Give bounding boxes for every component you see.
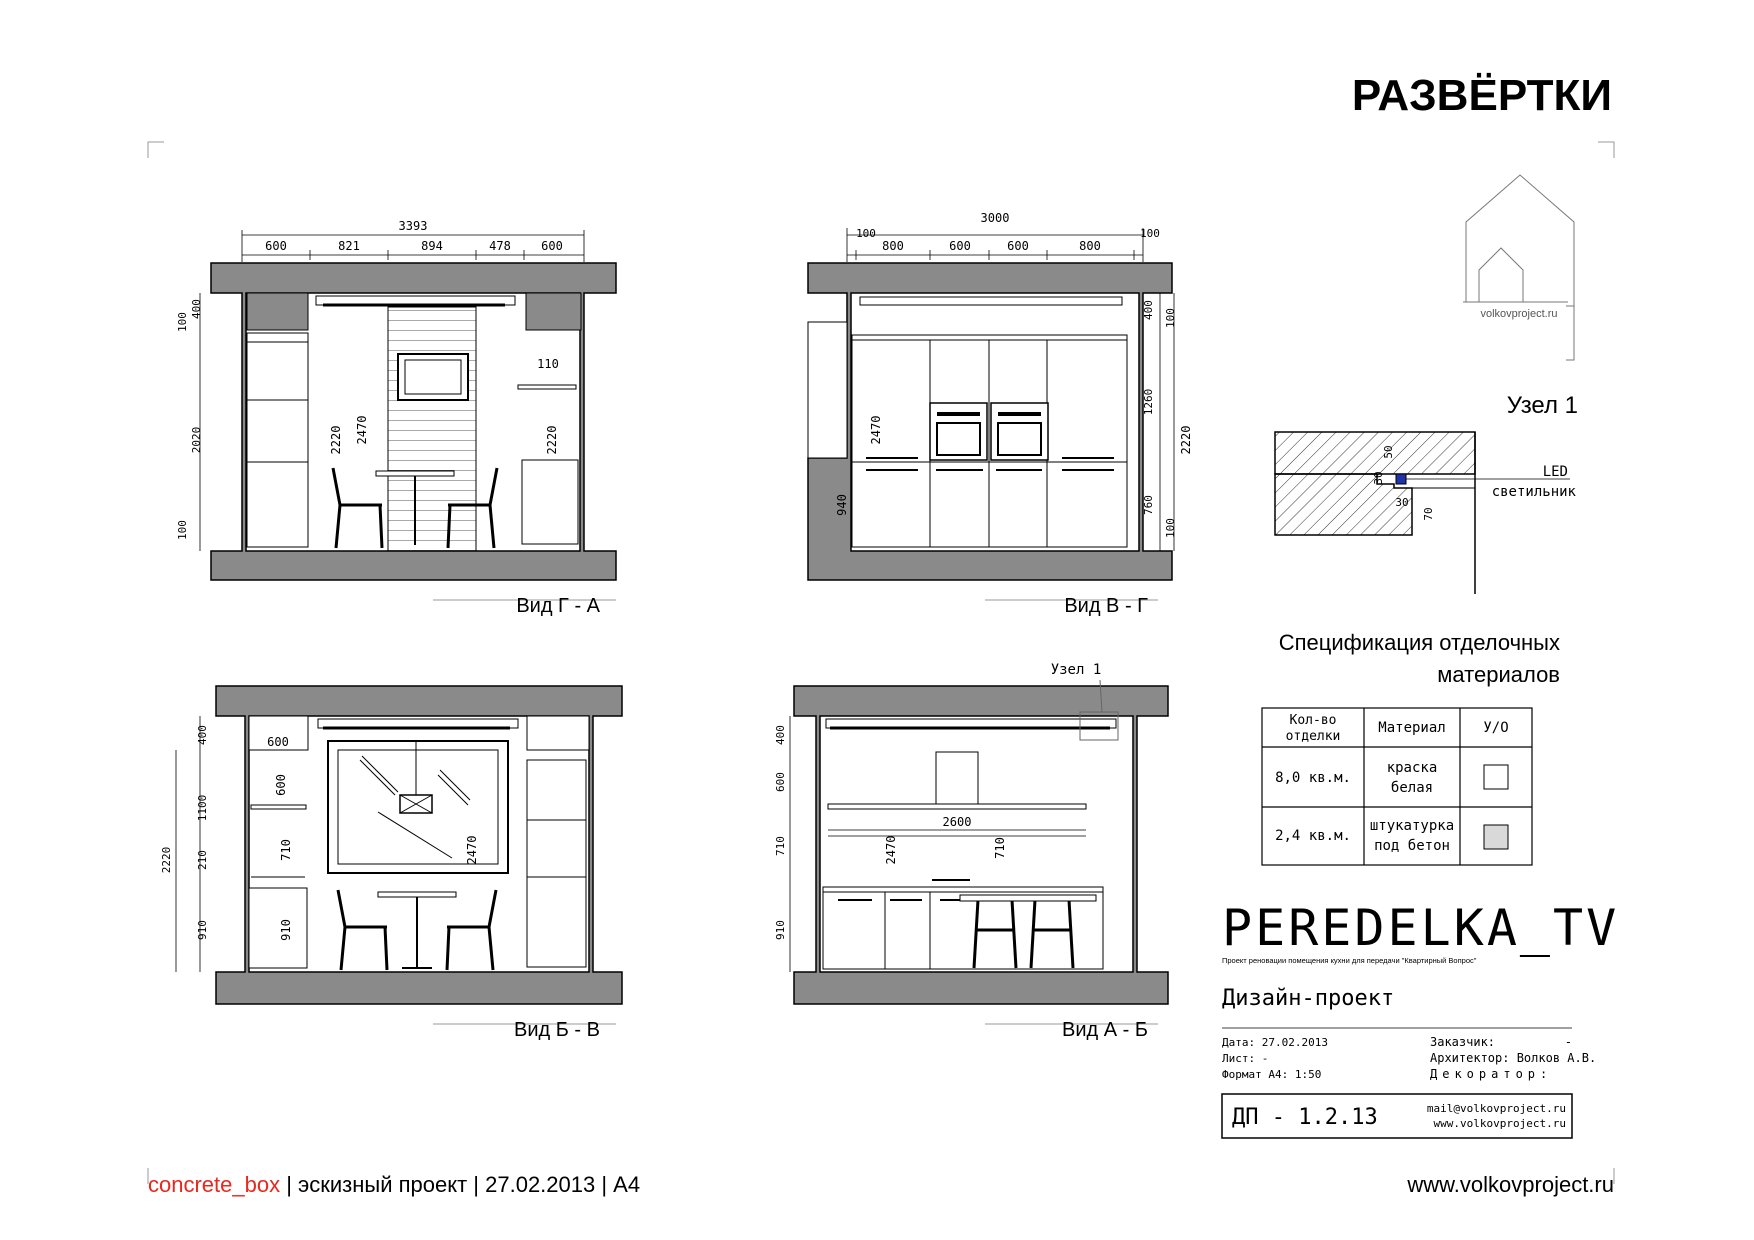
node-title: Узел 1 bbox=[1506, 392, 1578, 419]
tb-decorator: Декоратор: bbox=[1430, 1067, 1553, 1081]
table bbox=[376, 471, 454, 476]
title-block bbox=[1222, 1035, 1596, 1138]
svg-text:100: 100 bbox=[856, 227, 876, 240]
spec-title-line2: материалов bbox=[1437, 662, 1560, 687]
led-fixture bbox=[1396, 474, 1406, 484]
spec-row-1-swatch bbox=[1484, 765, 1508, 789]
tb-mail: mail@volkovproject.ru bbox=[1426, 1102, 1566, 1115]
wall-cabinet-left bbox=[247, 333, 308, 547]
svg-text:100: 100 bbox=[1164, 518, 1177, 538]
svg-text:2470: 2470 bbox=[355, 415, 369, 445]
node-callout: Узел 1 bbox=[1050, 662, 1102, 678]
svg-text:2220: 2220 bbox=[160, 846, 173, 874]
tall-cabinet-right bbox=[527, 760, 586, 967]
svg-text:100: 100 bbox=[1140, 227, 1160, 240]
wall-shelf bbox=[251, 805, 306, 809]
spec-row-2-qty: 2,4 кв.м. bbox=[1275, 828, 1351, 844]
svg-text:910: 910 bbox=[774, 920, 787, 940]
svg-text:760: 760 bbox=[1142, 495, 1155, 515]
svg-text:400: 400 bbox=[774, 725, 787, 745]
brand-name: PEREDELKA_TV bbox=[1222, 899, 1620, 957]
svg-text:2220: 2220 bbox=[1179, 425, 1193, 455]
chair-left bbox=[338, 890, 387, 970]
svg-text:800: 800 bbox=[1079, 239, 1101, 253]
view-bv-elevation bbox=[160, 686, 622, 1041]
svg-text:478: 478 bbox=[489, 239, 511, 253]
svg-text:1260: 1260 bbox=[1142, 388, 1155, 416]
svg-text:50: 50 bbox=[1382, 445, 1395, 459]
view-vg-elevation bbox=[808, 211, 1193, 617]
view-label: Вид Б - В bbox=[514, 1019, 600, 1041]
pendant-lamp bbox=[400, 795, 432, 813]
svg-text:70: 70 bbox=[1422, 507, 1435, 521]
svg-text:100: 100 bbox=[1164, 308, 1177, 328]
node-1-detail bbox=[1275, 392, 1578, 594]
footer-project bbox=[148, 1172, 640, 1197]
fixture-label: светильник bbox=[1491, 484, 1576, 500]
svg-text:600: 600 bbox=[774, 772, 787, 792]
soffit-right bbox=[527, 716, 589, 750]
spec-row-2-swatch bbox=[1484, 825, 1508, 849]
stage-title: Дизайн-проект bbox=[1222, 986, 1395, 1011]
tb-code: ДП - 1.2.13 bbox=[1232, 1105, 1378, 1130]
svg-text:2220: 2220 bbox=[329, 425, 343, 455]
tb-customer-value: - bbox=[1564, 1035, 1572, 1049]
svg-text:600: 600 bbox=[949, 239, 971, 253]
svg-text:600: 600 bbox=[274, 774, 288, 796]
svg-text:100: 100 bbox=[176, 312, 189, 332]
light-bar bbox=[860, 297, 1122, 305]
svg-text:3393: 3393 bbox=[398, 219, 428, 233]
spec-row-1-material: краска белая bbox=[1386, 760, 1438, 796]
svg-text:894: 894 bbox=[421, 239, 443, 253]
svg-text:2600: 2600 bbox=[942, 815, 972, 829]
spec-section bbox=[1262, 630, 1560, 865]
svg-text:821: 821 bbox=[338, 239, 360, 253]
view-label: Вид А - Б bbox=[1062, 1019, 1148, 1041]
oven-right bbox=[991, 403, 1048, 460]
wall-shelf bbox=[828, 804, 1086, 809]
svg-text:30: 30 bbox=[1372, 471, 1385, 485]
svg-text:600: 600 bbox=[267, 735, 289, 749]
view-label: Вид Г - А bbox=[516, 595, 600, 617]
svg-text:940: 940 bbox=[835, 494, 849, 516]
base-cabinet-right bbox=[522, 460, 578, 544]
footer-info: | эскизный проект | 27.02.2013 | A4 bbox=[280, 1172, 641, 1197]
view-ga-elevation bbox=[176, 219, 616, 617]
svg-text:600: 600 bbox=[1007, 239, 1029, 253]
svg-text:600: 600 bbox=[541, 239, 563, 253]
svg-text:400: 400 bbox=[190, 299, 203, 319]
spec-header-uo: У/О bbox=[1483, 720, 1509, 736]
spec-row-1-qty: 8,0 кв.м. bbox=[1275, 770, 1351, 786]
table bbox=[378, 892, 456, 897]
svg-text:210: 210 bbox=[196, 850, 209, 870]
shelf-right bbox=[518, 385, 576, 389]
svg-text:710: 710 bbox=[993, 837, 1007, 859]
tb-date: Дата: 27.02.2013 bbox=[1222, 1036, 1328, 1049]
brand-subtitle: Проект реновации помещения кухни для передачи "Квартирный Вопрос" bbox=[1222, 956, 1477, 965]
slat-panel bbox=[388, 307, 476, 551]
brand-block bbox=[1222, 899, 1619, 1028]
tb-sheet: Лист: - bbox=[1222, 1052, 1269, 1065]
svg-text:910: 910 bbox=[279, 919, 293, 941]
led-label: LED bbox=[1542, 464, 1568, 480]
spec-header-material: Материал bbox=[1378, 720, 1446, 736]
soffit-left bbox=[247, 293, 308, 330]
soffit-right bbox=[526, 293, 581, 330]
tv-screen bbox=[398, 354, 468, 400]
svg-text:100: 100 bbox=[176, 520, 189, 540]
spec-header-qty: Кол-во отделки bbox=[1285, 713, 1341, 744]
footer-site-link[interactable]: www.volkovproject.ru bbox=[1407, 1172, 1614, 1197]
svg-text:2220: 2220 bbox=[545, 425, 559, 455]
view-ab-elevation bbox=[774, 662, 1168, 1041]
spec-title-line1: Спецификация отделочных bbox=[1278, 630, 1560, 655]
svg-text:400: 400 bbox=[196, 725, 209, 745]
tb-architect: Архитектор: Волков А.В. bbox=[1430, 1051, 1597, 1065]
base-cabinet-left bbox=[249, 888, 307, 968]
svg-text:1100: 1100 bbox=[196, 794, 209, 822]
svg-text:3000: 3000 bbox=[980, 211, 1010, 225]
svg-text:800: 800 bbox=[882, 239, 904, 253]
footer-brand: concrete_box bbox=[148, 1172, 281, 1197]
svg-text:710: 710 bbox=[279, 839, 293, 861]
svg-text:910: 910 bbox=[196, 920, 209, 940]
chair-left bbox=[333, 468, 382, 548]
tb-customer: Заказчик: bbox=[1430, 1035, 1496, 1049]
svg-text:2470: 2470 bbox=[869, 415, 883, 445]
bar-counter bbox=[960, 895, 1096, 901]
page-title: РАЗВЁРТКИ bbox=[1351, 71, 1612, 120]
svg-text:710: 710 bbox=[774, 836, 787, 856]
svg-text:600: 600 bbox=[265, 239, 287, 253]
spec-row-2-material: штукатурка под бетон bbox=[1369, 818, 1455, 854]
logo-caption: volkovproject.ru bbox=[1480, 308, 1558, 320]
view-label: Вид В - Г bbox=[1064, 595, 1148, 617]
svg-text:110: 110 bbox=[537, 357, 559, 371]
house-logo bbox=[1463, 175, 1574, 360]
tb-format: Формат А4: 1:50 bbox=[1222, 1068, 1322, 1081]
tb-web: www.volkovproject.ru bbox=[1433, 1117, 1566, 1130]
svg-text:400: 400 bbox=[1142, 300, 1155, 320]
chair-right bbox=[447, 890, 496, 970]
oven-left bbox=[930, 403, 987, 460]
svg-text:2470: 2470 bbox=[884, 835, 898, 865]
svg-text:2470: 2470 bbox=[465, 835, 479, 865]
svg-text:2020: 2020 bbox=[190, 426, 203, 454]
svg-text:30: 30 bbox=[1395, 496, 1409, 509]
range-hood bbox=[936, 752, 978, 804]
